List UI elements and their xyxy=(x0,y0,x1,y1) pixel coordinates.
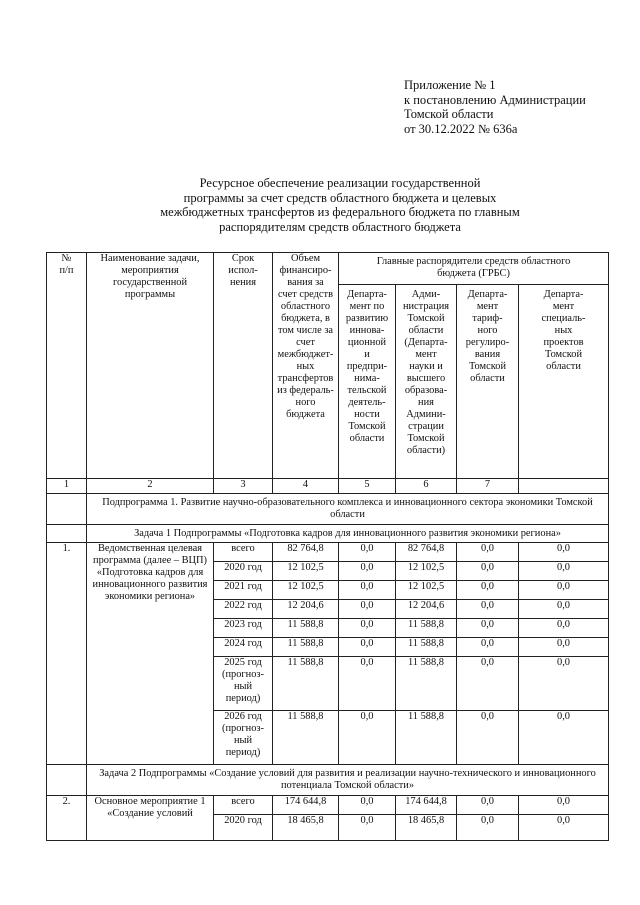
value-cell: 0,0 xyxy=(457,796,519,815)
resource-table xyxy=(46,252,609,841)
header-dep-tariff: Департа- мент тариф- ного регулиро- вания Томской области xyxy=(457,285,519,479)
total-cell: 18 465,8 xyxy=(273,815,339,841)
value-cell: 0,0 xyxy=(339,543,396,562)
value-cell: 0,0 xyxy=(339,638,396,657)
value-cell: 0,0 xyxy=(457,619,519,638)
title-line: Ресурсное обеспечение реализации государственной xyxy=(199,176,481,190)
title-line: распорядителям средств областного бюджета xyxy=(219,219,461,234)
total-cell: 12 204,6 xyxy=(273,600,339,619)
subprogram-row xyxy=(47,494,609,525)
total-cell: 174 644,8 xyxy=(273,796,339,815)
value-cell: 18 465,8 xyxy=(396,815,457,841)
term-cell: 2020 год xyxy=(214,562,273,581)
item1-number: 1. xyxy=(47,543,87,765)
header-grbs: Главные распорядители средств областного бюджета (ГРБС) xyxy=(339,253,609,285)
appendix-line: к постановлению Администрации xyxy=(404,92,586,107)
column-number: 2 xyxy=(87,479,214,494)
total-cell: 11 588,8 xyxy=(273,657,339,711)
total-cell: 11 588,8 xyxy=(273,638,339,657)
column-number: 3 xyxy=(214,479,273,494)
term-cell: 2025 год (прогноз- ный период) xyxy=(214,657,273,711)
value-cell: 11 588,8 xyxy=(396,638,457,657)
header-administration: Адми- нистрация Томской области (Департа- мент науки и высшего образова- ния Админи- страции Томской области) xyxy=(396,285,457,479)
value-cell: 0,0 xyxy=(519,600,609,619)
total-cell: 11 588,8 xyxy=(273,619,339,638)
value-cell: 12 102,5 xyxy=(396,581,457,600)
value-cell: 0,0 xyxy=(339,562,396,581)
column-number: 7 xyxy=(457,479,519,494)
value-cell: 0,0 xyxy=(457,711,519,765)
header-dep-innovation: Департа- мент по развитию иннова- ционной и предпри- нима- тельской деятель- ности Томской области xyxy=(339,285,396,479)
column-number: 1 xyxy=(47,479,87,494)
value-cell: 0,0 xyxy=(519,796,609,815)
value-cell: 12 204,6 xyxy=(396,600,457,619)
total-cell: 11 588,8 xyxy=(273,711,339,765)
term-cell: 2026 год (прогноз- ный период) xyxy=(214,711,273,765)
value-cell: 0,0 xyxy=(519,543,609,562)
title-line: межбюджетных трансфертов из федерального бюджета по главным xyxy=(160,205,520,219)
item2-number: 2. xyxy=(47,796,87,841)
column-number-empty xyxy=(519,479,609,494)
appendix-line: Приложение № 1 xyxy=(404,78,496,92)
subprogram-title: Подпрограмма 1. Развитие научно-образовательного комплекса и инновационного сектора экономики Томской области xyxy=(87,494,609,525)
value-cell: 0,0 xyxy=(339,711,396,765)
document-title xyxy=(60,176,620,234)
term-cell: 2020 год xyxy=(214,815,273,841)
value-cell: 0,0 xyxy=(339,581,396,600)
value-cell: 0,0 xyxy=(339,619,396,638)
value-cell: 11 588,8 xyxy=(396,657,457,711)
appendix-line: от 30.12.2022 № 636а xyxy=(404,121,518,136)
value-cell: 11 588,8 xyxy=(396,619,457,638)
value-cell: 0,0 xyxy=(519,581,609,600)
column-numbers-row xyxy=(47,479,609,494)
value-cell: 0,0 xyxy=(339,815,396,841)
value-cell: 0,0 xyxy=(457,543,519,562)
header-term: Срок испол- нения xyxy=(214,253,273,479)
header-name: Наименование задачи, мероприятия государственной программы xyxy=(87,253,214,479)
term-cell: всего xyxy=(214,543,273,562)
value-cell: 82 764,8 xyxy=(396,543,457,562)
value-cell: 0,0 xyxy=(519,562,609,581)
header-dep-special: Департа- мент специаль- ных проектов Томской области xyxy=(519,285,609,479)
empty-cell xyxy=(47,765,87,796)
value-cell: 174 644,8 xyxy=(396,796,457,815)
task-row xyxy=(47,765,609,796)
task2-title: Задача 2 Подпрограммы «Создание условий для развития и реализации научно-технического и инновационного потенциала Томской области» xyxy=(87,765,609,796)
value-cell: 0,0 xyxy=(519,815,609,841)
value-cell: 0,0 xyxy=(519,657,609,711)
value-cell: 0,0 xyxy=(457,657,519,711)
task1-title: Задача 1 Подпрограммы «Подготовка кадров для инновационного развития экономики региона» xyxy=(87,525,609,543)
term-cell: 2022 год xyxy=(214,600,273,619)
term-cell: 2023 год xyxy=(214,619,273,638)
column-number: 4 xyxy=(273,479,339,494)
table-row xyxy=(47,796,609,815)
total-cell: 12 102,5 xyxy=(273,581,339,600)
value-cell: 0,0 xyxy=(519,711,609,765)
task-row xyxy=(47,525,609,543)
header-volume: Объем финансиро- вания за счет средств областного бюджета, в том числе за счет межбюджет- ных трансфертов из федераль- ного бюджета xyxy=(273,253,339,479)
term-cell: 2021 год xyxy=(214,581,273,600)
item2-name: Основное мероприятие 1 «Создание условий xyxy=(87,796,214,841)
value-cell: 0,0 xyxy=(457,600,519,619)
value-cell: 12 102,5 xyxy=(396,562,457,581)
column-number: 6 xyxy=(396,479,457,494)
table-row xyxy=(47,543,609,562)
empty-cell xyxy=(47,525,87,543)
total-cell: 82 764,8 xyxy=(273,543,339,562)
value-cell: 11 588,8 xyxy=(396,711,457,765)
appendix-note xyxy=(404,78,586,136)
value-cell: 0,0 xyxy=(339,657,396,711)
term-cell: всего xyxy=(214,796,273,815)
appendix-line: Томской области xyxy=(404,107,494,121)
total-cell: 12 102,5 xyxy=(273,562,339,581)
header-num: № п/п xyxy=(47,253,87,479)
term-cell: 2024 год xyxy=(214,638,273,657)
value-cell: 0,0 xyxy=(339,600,396,619)
item1-name: Ведомственная целевая программа (далее – ВЦП) «Подготовка кадров для инновационного развития экономики региона» xyxy=(87,543,214,765)
title-line: программы за счет средств областного бюджета и целевых xyxy=(183,190,497,205)
value-cell: 0,0 xyxy=(457,581,519,600)
empty-cell xyxy=(47,494,87,525)
value-cell: 0,0 xyxy=(519,619,609,638)
column-number: 5 xyxy=(339,479,396,494)
value-cell: 0,0 xyxy=(519,638,609,657)
value-cell: 0,0 xyxy=(339,796,396,815)
value-cell: 0,0 xyxy=(457,815,519,841)
value-cell: 0,0 xyxy=(457,562,519,581)
value-cell: 0,0 xyxy=(457,638,519,657)
